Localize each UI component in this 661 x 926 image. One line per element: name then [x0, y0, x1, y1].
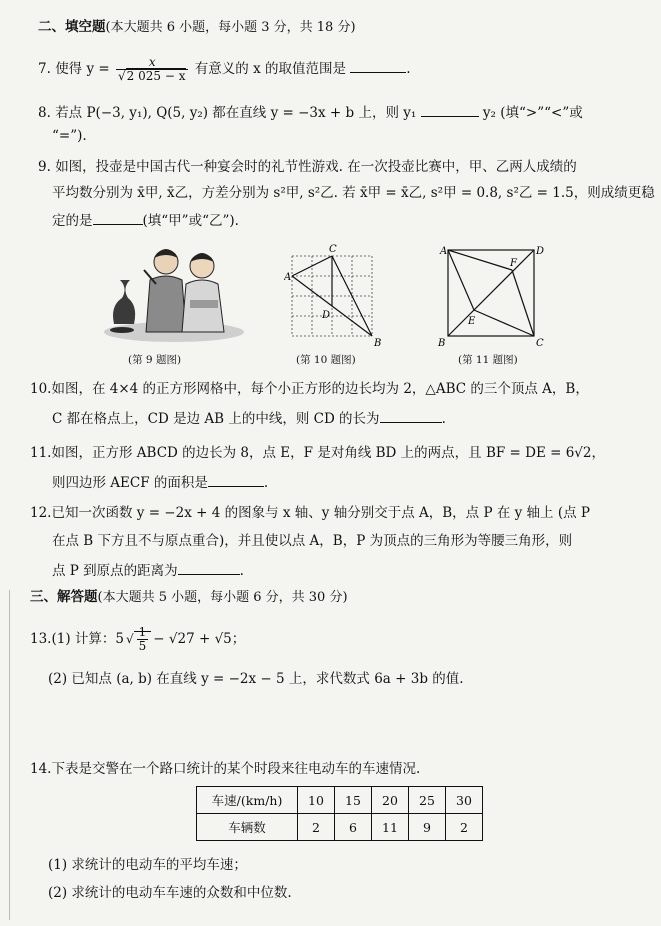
f11-label-e: E [468, 316, 476, 327]
figure-10-grid-diagram [284, 240, 384, 348]
q8-answer-blank[interactable] [421, 102, 479, 117]
question-11: 11.如图，正方形 ABCD 的边长为 8，点 E，F 是对角线 BD 上的两点，且 BF = DE = 6√2， [30, 445, 605, 461]
q7-fraction: $\frac{x}{√2 025 - x}$ [116, 56, 188, 83]
question-13-part2: (2) 已知点 (a, b) 在直线 y = −2x − 5 上，求代数式 6a + 3b 的值. [48, 671, 464, 687]
f10-label-c: C [329, 244, 337, 255]
table-cell: 10 [298, 787, 335, 814]
table-header-count: 车辆数 [197, 814, 298, 841]
section-2-header: 二、填空题(本大题共 6 小题，每小题 3 分，共 18 分) [38, 19, 356, 35]
page-edge-line [9, 590, 10, 920]
table-row [197, 787, 483, 814]
figure-9-illustration [104, 240, 252, 344]
q12-answer-blank[interactable] [178, 560, 240, 575]
speed-statistics-table [196, 786, 483, 841]
question-9-line3: 定的是 (填“甲”或“乙”). [52, 210, 239, 230]
q7-answer-blank[interactable] [350, 58, 406, 73]
question-10: 10.如图，在 4×4 的正方形网格中，每个小正方形的边长均为 2，△ABC 的三个顶点 A，B， [30, 381, 589, 397]
question-11-line2: 则四边形 AECF 的面积是 . [52, 472, 268, 492]
question-12: 12.已知一次函数 y = −2x + 4 的图象与 x 轴、y 轴分别交于点 A，B，点 P 在 y 轴上 (点 P [30, 505, 590, 521]
figure-11-caption: (第 11 题图) [458, 354, 518, 366]
figure-9-caption: (第 9 题图) [128, 354, 182, 366]
question-12-line3: 点 P 到原点的距离为 . [52, 560, 244, 580]
f11-label-a: A [440, 246, 448, 257]
question-14-part2: (2) 求统计的电动车车速的众数和中位数. [48, 885, 292, 901]
table-cell: 2 [446, 814, 483, 841]
table-cell: 9 [409, 814, 446, 841]
q10-answer-blank[interactable] [380, 408, 442, 423]
f11-label-b: B [438, 338, 446, 348]
table-cell: 30 [446, 787, 483, 814]
table-header-speed: 车速/(km/h) [197, 787, 298, 814]
table-cell: 6 [335, 814, 372, 841]
question-14-part1: (1) 求统计的电动车的平均车速； [48, 857, 247, 873]
question-13: 13.(1) 计算：5 √ $\frac{1}{5}$ − √27 + √5； [30, 625, 246, 653]
f11-label-c: C [536, 338, 544, 348]
table-cell: 11 [372, 814, 409, 841]
table-cell: 25 [409, 787, 446, 814]
question-7: 7. 使得 y = $\frac{x}{√2 025 - x}$ 有意义的 x 的取值范围是 . [38, 55, 411, 83]
question-14: 14.下表是交警在一个路口统计的某个时段来往电动车的车速情况. [30, 761, 421, 777]
f11-label-f: F [510, 258, 517, 269]
f10-label-b: B [374, 338, 382, 348]
question-8-line2: “=”). [52, 128, 87, 144]
f10-label-a: A [284, 272, 292, 283]
question-9-line2: 平均数分别为 x̄甲, x̄乙，方差分别为 s²甲, s²乙. 若 x̄甲 = x̄乙, s²甲 = 0.8, s²乙 = 1.5，则成绩更稳 [52, 185, 655, 201]
question-9: 9. 如图，投壶是中国古代一种宴会时的礼节性游戏. 在一次投壶比赛中，甲、乙两人成绩的 [38, 159, 577, 175]
q9-answer-blank[interactable] [93, 210, 143, 225]
f11-label-d: D [536, 246, 545, 257]
f10-label-d: D [322, 310, 331, 321]
table-row [197, 814, 483, 841]
table-cell: 15 [335, 787, 372, 814]
q13-sqrt-fraction: √ $\frac{1}{5}$ [126, 626, 151, 653]
table-cell: 2 [298, 814, 335, 841]
figure-10-caption: (第 10 题图) [296, 354, 356, 366]
q11-answer-blank[interactable] [208, 472, 264, 487]
question-12-line2: 在点 B 下方且不与原点重合)，并且使以点 A，B，P 为顶点的三角形为等腰三角形，则 [52, 533, 573, 549]
table-cell: 20 [372, 787, 409, 814]
figure-11-square-diagram [436, 240, 548, 348]
section-3-header: 三、解答题(本大题共 5 小题，每小题 6 分，共 30 分) [30, 589, 348, 605]
question-10-line2: C 都在格点上，CD 是边 AB 上的中线，则 CD 的长为 . [52, 408, 446, 428]
question-8: 8. 若点 P(−3, y₁), Q(5, y₂) 都在直线 y = −3x + b 上，则 y₁ y₂ (填“>”“<”或 [38, 102, 583, 122]
